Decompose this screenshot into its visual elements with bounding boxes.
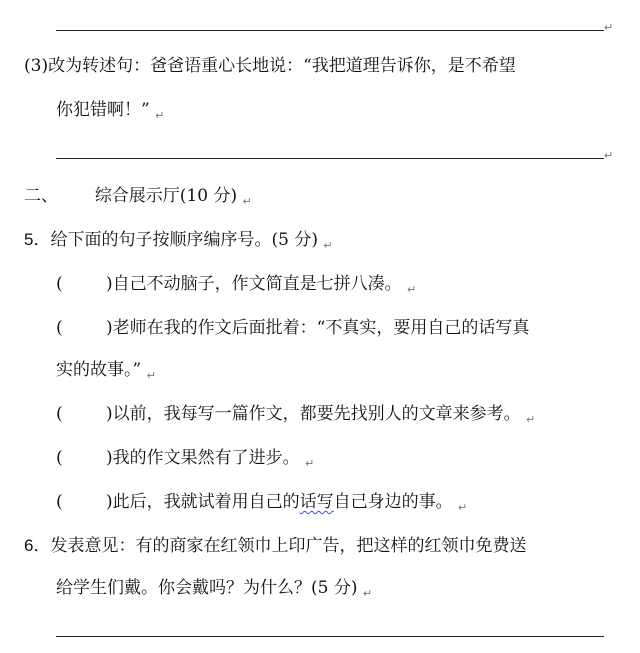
answer-line-q6 (56, 636, 604, 637)
q5-prompt: 给下面的句子按顺序编序号。(5 分) (50, 230, 318, 250)
paragraph-mark-icon: ↵ (604, 21, 614, 34)
section-2-title: 综合展示厅(10 分) (94, 186, 238, 206)
paragraph-mark-icon: ↵ (407, 283, 417, 296)
section-2-number: 二、 (24, 186, 58, 206)
paragraph-mark-icon: ↵ (526, 413, 536, 426)
q5-item-2-text-cont: 实的故事。” (56, 360, 142, 380)
answer-blank[interactable]: ( (56, 448, 63, 468)
q6-number: 6． (24, 536, 51, 555)
q5-item-2-cont (56, 358, 156, 382)
spellcheck-underline: 话写 (299, 492, 334, 512)
q5-heading (24, 228, 333, 252)
q6-line-1 (24, 534, 526, 558)
q6-text-line-2: 给学生们戴。你会戴吗？为什么？(5 分) (56, 578, 358, 598)
q6-line-2 (56, 576, 372, 600)
paragraph-mark-icon: ↵ (305, 457, 315, 470)
q3-text-line-1: (3)改为转述句：爸爸语重心长地说：“我把道理告诉你，是不希望 (24, 56, 516, 76)
answer-blank[interactable]: ( (56, 492, 63, 512)
q5-item-4: ( )我的作文果然有了进步。 $_↵$ (56, 448, 315, 470)
paragraph-mark-icon: ↵ (155, 109, 165, 122)
section-2-heading (24, 184, 252, 208)
paragraph-mark-icon: ↵ (458, 501, 468, 514)
paragraph-mark-icon: ↵ (146, 369, 156, 382)
q5-item-3: ( )以前，我每写一篇作文，都要先找别人的文章来参考。 $_↵$ (56, 404, 536, 426)
q5-item-1-text: 自己不动脑子，作文简直是七拼八凑。 (112, 274, 402, 294)
paragraph-mark-icon: ↵ (323, 239, 333, 252)
q5-item-2-text: 老师在我的作文后面批着：“不真实，要用自己的话写真 (112, 318, 530, 338)
paragraph-mark-icon: ↵ (242, 195, 252, 208)
answer-blank[interactable]: ( (56, 274, 63, 294)
q5-item-1: ( )自己不动脑子，作文简直是七拼八凑。 $_↵$ (56, 274, 417, 296)
answer-line-q3 (56, 158, 604, 159)
paragraph-mark-icon: ↵ (362, 587, 373, 600)
q3-line-2 (56, 98, 164, 122)
q5-item-5-text-c: 自己身边的事。 (333, 492, 453, 512)
paragraph-mark-icon: ↵ (604, 149, 614, 162)
q3-text-line-2: 你犯错啊！” (56, 100, 150, 120)
answer-blank[interactable]: ( (56, 318, 63, 338)
q5-item-4-text: 我的作文果然有了进步。 (112, 448, 300, 468)
q3-line-1 (24, 54, 516, 78)
q5-item-5-text-a: 此后，我就试着用自己的 (112, 492, 300, 512)
answer-line-top (56, 30, 604, 31)
q6-text-line-1: 发表意见：有的商家在红领巾上印广告，把这样的红领巾免费送 (50, 536, 527, 556)
q5-item-2: ( )老师在我的作文后面批着：“不真实，要用自己的话写真 (56, 318, 530, 338)
q5-item-3-text: 以前，我每写一篇作文，都要先找别人的文章来参考。 (112, 404, 521, 424)
answer-blank[interactable]: ( (56, 404, 63, 424)
q5-item-5: ( )此后，我就试着用自己的话写自己身边的事。 $_↵$ (56, 492, 468, 514)
q5-number: 5． (24, 230, 51, 249)
